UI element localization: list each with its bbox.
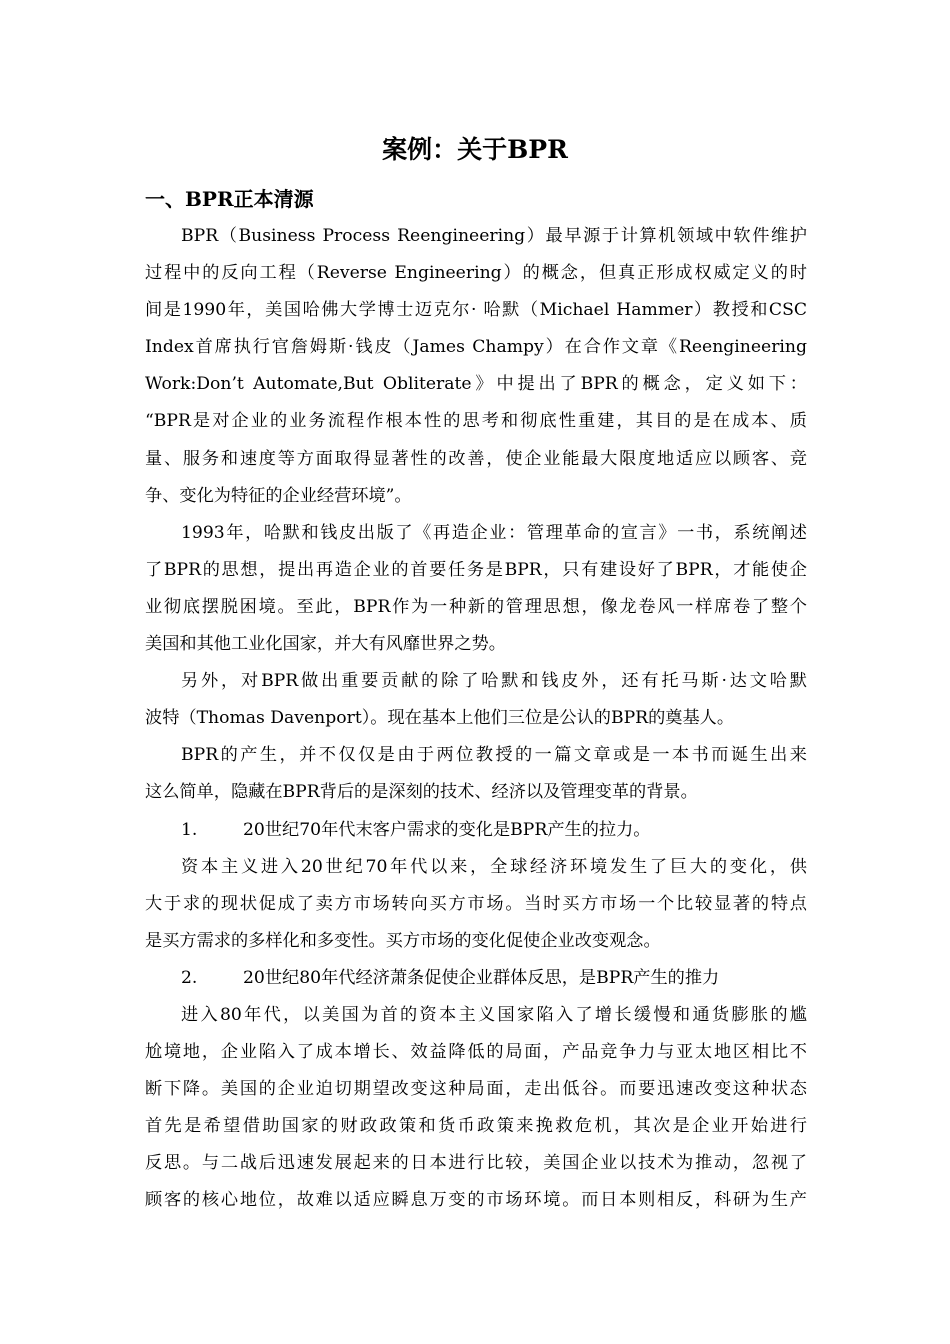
paragraph-line: 这么简单，隐藏在BPR背后的是深刻的技术、经济以及管理变革的背景。: [145, 782, 698, 803]
paragraph-line: “BPR是对企业的业务流程作根本性的思考和彻底性重建，其目的是在成本、质: [145, 411, 807, 432]
paragraph-line: BPR的产生，并不仅仅是由于两位教授的一篇文章或是一本书而诞生出来: [181, 745, 807, 766]
paragraph-line: 是买方需求的多样化和多变性。买方市场的变化促使企业改变观念。: [145, 930, 661, 951]
paragraph-line: 另外，对BPR做出重要贡献的除了哈默和钱皮外，还有托马斯·达文哈默: [181, 671, 807, 692]
paragraph-line: 尬境地，企业陷入了成本增长、效益降低的局面，产品竞争力与亚太地区相比不: [145, 1042, 807, 1063]
paragraph-line: 反思。与二战后迅速发展起来的日本进行比较，美国企业以技术为推动，忽视了: [145, 1153, 807, 1174]
paragraph-line: 波特（Thomas Davenport）。现在基本上他们三位是公认的BPR的奠基人。: [145, 708, 735, 729]
paragraph-line: 首先是希望借助国家的财政政策和货币政策来挽救危机，其次是企业开始进行: [145, 1116, 807, 1137]
section-heading: 一、BPR正本清源: [145, 187, 314, 211]
paragraph-line: 量、服务和速度等方面取得显著性的改善，使企业能最大限度地适应以顾客、竞: [145, 448, 807, 469]
paragraph-line: 大于求的现状促成了卖方市场转向买方市场。当时买方市场一个比较显著的特点: [145, 893, 807, 914]
document-title: 案例：关于BPR: [382, 135, 568, 164]
paragraph-line: 业彻底摆脱困境。至此，BPR作为一种新的管理思想，像龙卷风一样席卷了整个: [145, 596, 807, 617]
paragraph-line: 美国和其他工业化国家，并大有风靡世界之势。: [145, 634, 506, 655]
list-number: 2.: [181, 967, 198, 988]
paragraph-line: 了BPR的思想，提出再造企业的首要任务是BPR，只有建设好了BPR，才能使企: [145, 559, 807, 580]
numbered-item: [145, 812, 807, 849]
paragraph-line: Work:Don’t Automate,But Obliterate》中提出了BPR的概念，定义如下：: [145, 374, 807, 395]
paragraph-line: 争、变化为特征的企业经营环境”。: [145, 485, 412, 506]
paragraph-line: 断下降。美国的企业迫切期望改变这种局面，走出低谷。而要迅速改变这种状态: [145, 1079, 807, 1100]
body-text: [145, 218, 807, 1220]
paragraph-line: 间是1990年，美国哈佛大学博士迈克尔· 哈默（Michael Hammer）教授和CSC: [145, 300, 807, 321]
numbered-item: [145, 960, 807, 997]
paragraph-line: Index首席执行官詹姆斯·钱皮（James Champy）在合作文章《Reengineering: [145, 337, 807, 358]
paragraph-line: 资本主义进入20世纪70年代以来，全球经济环境发生了巨大的变化，供: [181, 856, 807, 877]
paragraph-line: 1993年，哈默和钱皮出版了《再造企业：管理革命的宣言》一书，系统阐述: [181, 522, 807, 543]
paragraph-line: 顾客的核心地位，故难以适应瞬息万变的市场环境。而日本则相反，科研为生产: [145, 1190, 807, 1211]
paragraph-line: 过程中的反向工程（Reverse Engineering）的概念，但真正形成权威定义的时: [145, 263, 807, 284]
numbered-item-text: 20世纪80年代经济萧条促使企业群体反思，是BPR产生的推力: [243, 967, 720, 988]
paragraph-line: 进入80年代，以美国为首的资本主义国家陷入了增长缓慢和通货膨胀的尴: [181, 1004, 807, 1025]
numbered-item-text: 20世纪70年代末客户需求的变化是BPR产生的拉力。: [243, 819, 651, 840]
paragraph-line: BPR（Business Process Reengineering）最早源于计算机领域中软件维护: [181, 226, 807, 246]
list-number: 1.: [181, 819, 198, 840]
